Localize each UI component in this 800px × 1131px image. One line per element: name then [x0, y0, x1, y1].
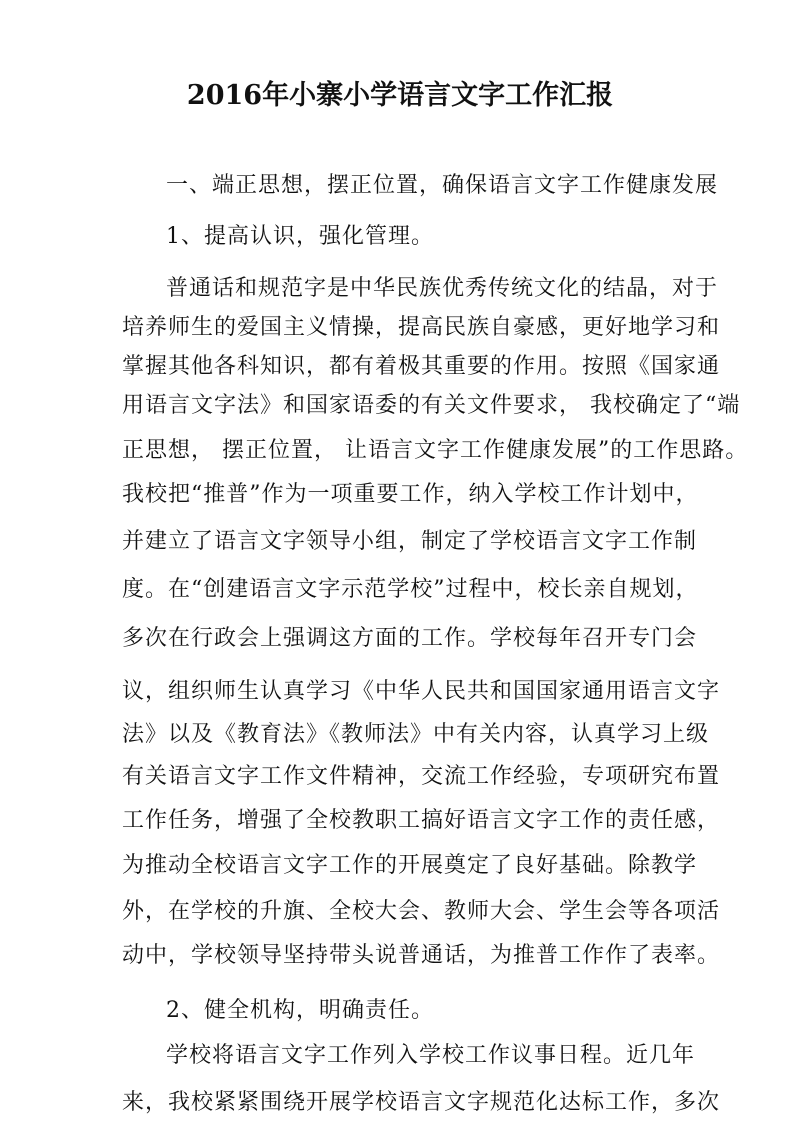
paragraph-line: 我校把“推普”作为一项重要工作，纳入学校工作计划中，: [122, 482, 699, 507]
paragraph-line: 为推动全校语言文字工作的开展奠定了良好基础。除教学: [122, 853, 698, 878]
paragraph-line: 法》以及《教育法》《教师法》中有关内容，认真学习上级: [122, 722, 710, 747]
paragraph-line: 用语言文字法》和国家语委的有关文件要求， 我校确定了“端: [122, 393, 741, 418]
paragraph-line: 学校将语言文字工作列入学校工作议事日程。近几年: [166, 1043, 696, 1068]
paragraph-line: 有关语言文字工作文件精神，交流工作经验，专项研究布置: [122, 764, 721, 789]
paragraph-line: 度。在“创建语言文字示范学校”过程中，校长亲自规划，: [122, 577, 699, 602]
paragraph-line: 外，在学校的升旗、全校大会、教师大会、学生会等各项活: [122, 899, 721, 924]
paragraph-line: 正思想， 摆正位置， 让语言文字工作健康发展”的工作思路。: [122, 438, 749, 463]
section-heading-1: 一、端正思想，摆正位置，确保语言文字工作健康发展: [166, 173, 719, 198]
paragraph-line: 掌握其他各科知识，都有着极其重要的作用。按照《国家通: [122, 354, 721, 379]
paragraph-line: 动中，学校领导坚持带头说普通话，为推普工作作了表率。: [122, 943, 721, 968]
paragraph-line: 多次在行政会上强调这方面的工作。学校每年召开专门会: [122, 626, 698, 651]
paragraph-line: 来，我校紧紧围绕开展学校语言文字规范化达标工作，多次: [122, 1090, 721, 1115]
subheading-1: 1、提高认识，强化管理。: [166, 224, 434, 249]
paragraph-line: 并建立了语言文字领导小组，制定了学校语言文字工作制: [122, 529, 698, 554]
paragraph-line: 议，组织师生认真学习《中华人民共和国国家通用语言文字: [122, 679, 721, 704]
subheading-2: 2、健全机构，明确责任。: [166, 998, 434, 1023]
paragraph-line: 普通话和规范字是中华民族优秀传统文化的结晶，对于: [166, 276, 719, 301]
paragraph-line: 培养师生的爱国主义情操，提高民族自豪感，更好地学习和: [122, 315, 721, 340]
paragraph-line: 工作任务，增强了全校教职工搞好语言文字工作的责任感，: [122, 808, 721, 833]
document-title: 2016年小寨小学语言文字工作汇报: [186, 80, 614, 111]
